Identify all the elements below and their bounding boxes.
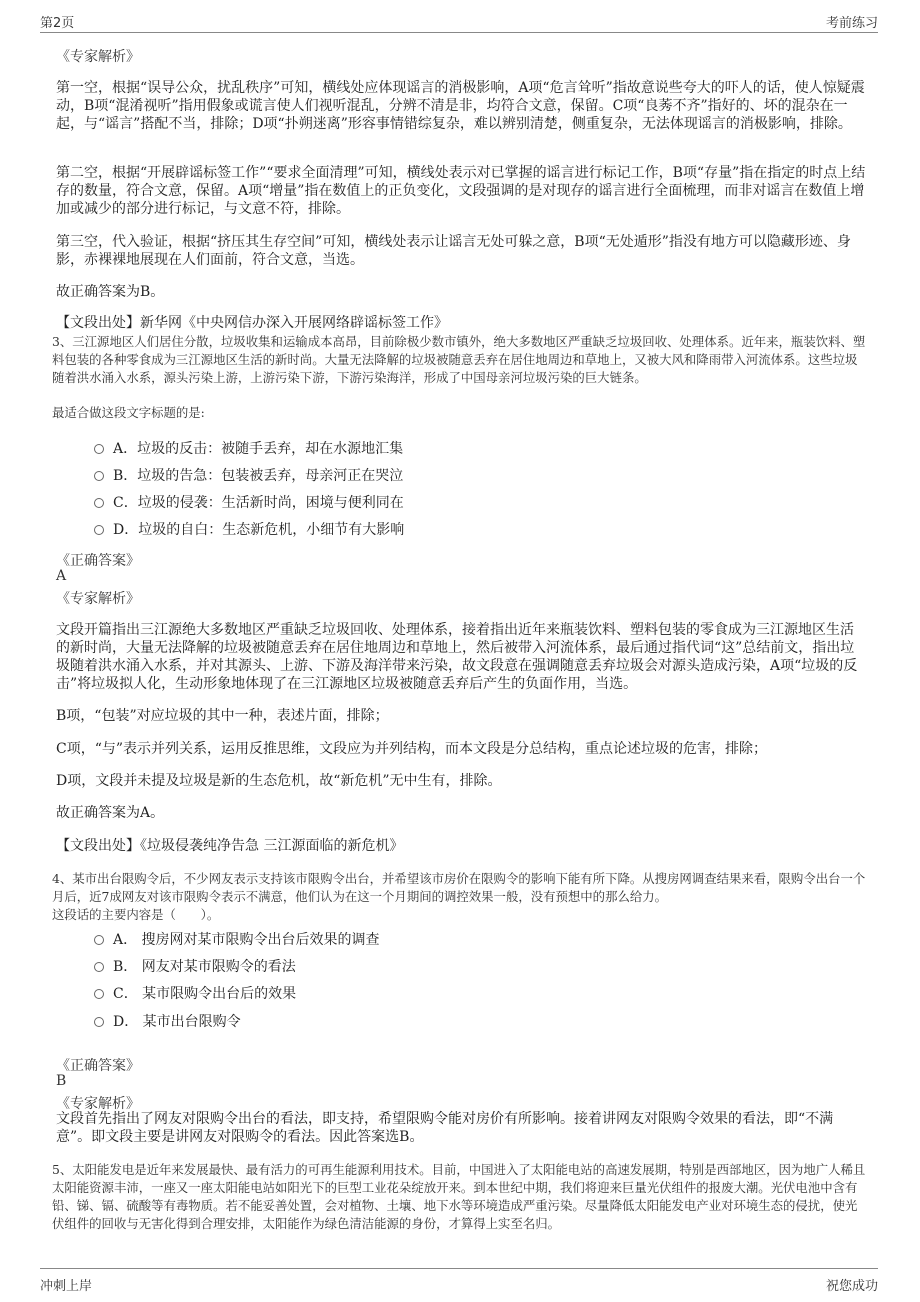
header-right-label: 考前练习: [825, 16, 878, 31]
q2-analysis-para3: 第三空，代入验证，根据“挤压其生存空间”可知，横线处表示让谣言无处可躲之意，B项“无处遁形”指没有地方可以隐藏形迹、身影，赤裸裸地展现在人们面前，符合文意，当选。: [56, 234, 851, 268]
footer-right-label: 祝您成功: [825, 1279, 878, 1294]
q3-answer-label: 《正确答案》: [56, 553, 140, 569]
option-label: B． 网友对某市限购令的看法: [113, 959, 296, 975]
option-label: C．垃圾的侵袭：生活新时尚，困境与便利同在: [113, 495, 404, 511]
q3-stem: 3、三江源地区人们居住分散，垃圾收集和运输成本高昂，目前除极少数市镇外，绝大多数地区严重缺乏垃圾回收、处理体系。近年来，瓶装饮料、塑料包装的各种零食成为三江源地区生活的新时尚。大量无法降解的垃圾被随意丢弃在居住地周边和草地上，又被大风和降雨带入河流体系。这些垃圾随着洪水涌入水系，源头污染上游，上游污染下游，下游污染海洋，形成了中国母亲河垃圾污染的巨大链条。: [52, 334, 866, 385]
q3-analysis-2: B项，“包装”对应垃圾的其中一种，表述片面，排除；: [56, 708, 389, 724]
radio-icon[interactable]: [94, 935, 104, 945]
q3-analysis-4: D项，文段并未提及垃圾是新的生态危机，故“新危机”无中生有，排除。: [56, 773, 502, 789]
q2-conclusion: 故正确答案为B。: [56, 284, 165, 300]
radio-icon[interactable]: [94, 498, 104, 508]
q3-analysis-3: C项，“与”表示并列关系，运用反推思维，文段应为并列结构，而本文段是分总结构，重点论述垃圾的危害，排除；: [56, 741, 768, 757]
q4-answer-label: 《正确答案》: [56, 1058, 140, 1074]
q2-source: 【文段出处】新华网《中央网信办深入开展网络辟谣标签工作》: [56, 315, 448, 331]
page-header: [40, 10, 878, 33]
q4-analysis: 文段首先指出了网友对限购令出台的看法，即支持，希望限购令能对房价有所影响。接着讲网友对限购令效果的看法，即“不满意”。即文段主要是讲网友对限购令的看法。因此答案选B。: [56, 1111, 834, 1145]
q3-analysis-1: 文段开篇指出三江源绝大多数地区严重缺乏垃圾回收、处理体系，接着指出近年来瓶装饮料、塑料包装的零食成为三江源地区生活的新时尚，大量无法降解的垃圾被随意丢弃在居住地周边和草地上，然后被带入河流体系，最后通过指代词“这”总结前文，指出垃圾随着洪水涌入水系，并对其源头、上游、下游及海洋带来污染，故文段意在强调随意丢弃垃圾会对源头造成污染，A项“垃圾的反击”将垃圾拟人化，生动形象地体现了在三江源地区垃圾被随意丢弃后产生的负面作用，当选。: [56, 622, 858, 692]
option-label: A． 搜房网对某市限购令出台后效果的调查: [113, 932, 380, 948]
q2-analysis-label: 《专家解析》: [56, 49, 140, 65]
q4-question: 这段话的主要内容是（ ）。: [52, 907, 220, 922]
q3-answer: A: [56, 568, 67, 584]
radio-icon[interactable]: [94, 444, 104, 454]
q3-conclusion: 故正确答案为A。: [56, 805, 165, 821]
footer-left-label: 冲刺上岸: [40, 1279, 93, 1294]
q2-analysis-para1: 第一空，根据“误导公众，扰乱秩序”可知，横线处应体现谣言的消极影响，A项“危言耸听”指故意说些夸大的吓人的话，使人惊疑震动，B项“混淆视听”指用假象或谎言使人们视听混乱，分辨不清是非，均符合文意，保留。C项“良莠不齐”指好的、坏的混杂在一起，与“谣言”搭配不当，排除；D项“扑朔迷离”形容事情错综复杂，难以辨别清楚，侧重复杂，无法体现谣言的消极影响，排除。: [56, 80, 865, 132]
q4-option-b[interactable]: [94, 957, 296, 977]
q3-option-a[interactable]: [94, 439, 403, 459]
page-number: 第2页: [40, 16, 75, 31]
radio-icon[interactable]: [94, 962, 104, 972]
q4-option-a[interactable]: [94, 930, 380, 950]
option-label: B．垃圾的告急：包装被丢弃，母亲河正在哭泣: [113, 468, 404, 484]
q4-stem: 4、某市出台限购令后，不少网友表示支持该市限购令出台，并希望该市房价在限购令的影响下能有所下降。从搜房网调查结果来看，限购令出台一个月后，近7成网友对该市限购令表示不满意，他们认为在这一个月期间的调控效果一般，没有预想中的那么给力。: [52, 871, 866, 904]
q4-option-d[interactable]: [94, 1012, 241, 1032]
q3-option-c[interactable]: [94, 493, 404, 513]
q2-analysis-para2: 第二空，根据“开展辟谣标签工作”“要求全面清理”可知，横线处表示对已掌握的谣言进行标记工作，B项“存量”指在指定的时点上结存的数量，符合文意，保留。A项“增量”指在数值上的正负变化，文段强调的是对现存的谣言进行全面梳理，而非对谣言在数值上增加或减少的部分进行标记，与文意不符，排除。: [56, 165, 866, 217]
radio-icon[interactable]: [94, 1017, 104, 1027]
radio-icon[interactable]: [94, 471, 104, 481]
q3-option-b[interactable]: [94, 466, 403, 486]
option-label: D．垃圾的自白：生态新危机，小细节有大影响: [113, 522, 405, 538]
option-label: C． 某市限购令出台后的效果: [113, 986, 297, 1002]
page-footer: [40, 1268, 878, 1297]
q5-stem: 5、太阳能发电是近年来发展最快、最有活力的可再生能源利用技术。目前，中国进入了太阳能电站的高速发展期，特别是西部地区，因为地广人稀且太阳能资源丰沛，一座又一座太阳能电站如阳光下的巨型工业花朵绽放开来。到本世纪中期，我们将迎来巨量光伏组件的报废大潮。光伏电池中含有铅、锑、镉、硫酸等有毒物质。若不能妥善处置，会对植物、土壤、地下水等环境造成严重污染。尽量降低太阳能发电产业对环境生态的侵扰，使光伏组件的回收与无害化得到合理安排，太阳能作为绿色清洁能源的身份，才算得上实至名归。: [52, 1162, 866, 1231]
option-label: D． 某市出台限购令: [113, 1014, 241, 1030]
q3-question: 最适合做这段文字标题的是:: [52, 405, 205, 420]
q3-analysis-label: 《专家解析》: [56, 591, 140, 607]
q4-option-c[interactable]: [94, 984, 296, 1004]
option-label: A．垃圾的反击：被随手丢弃，却在水源地汇集: [113, 441, 404, 457]
q4-analysis-label: 《专家解析》: [56, 1096, 140, 1112]
q3-option-d[interactable]: [94, 520, 404, 540]
radio-icon[interactable]: [94, 525, 104, 535]
radio-icon[interactable]: [94, 989, 104, 999]
q4-answer: B: [56, 1073, 67, 1089]
q3-source: 【文段出处】《垃圾侵袭纯净告急 三江源面临的新危机》: [56, 838, 404, 854]
